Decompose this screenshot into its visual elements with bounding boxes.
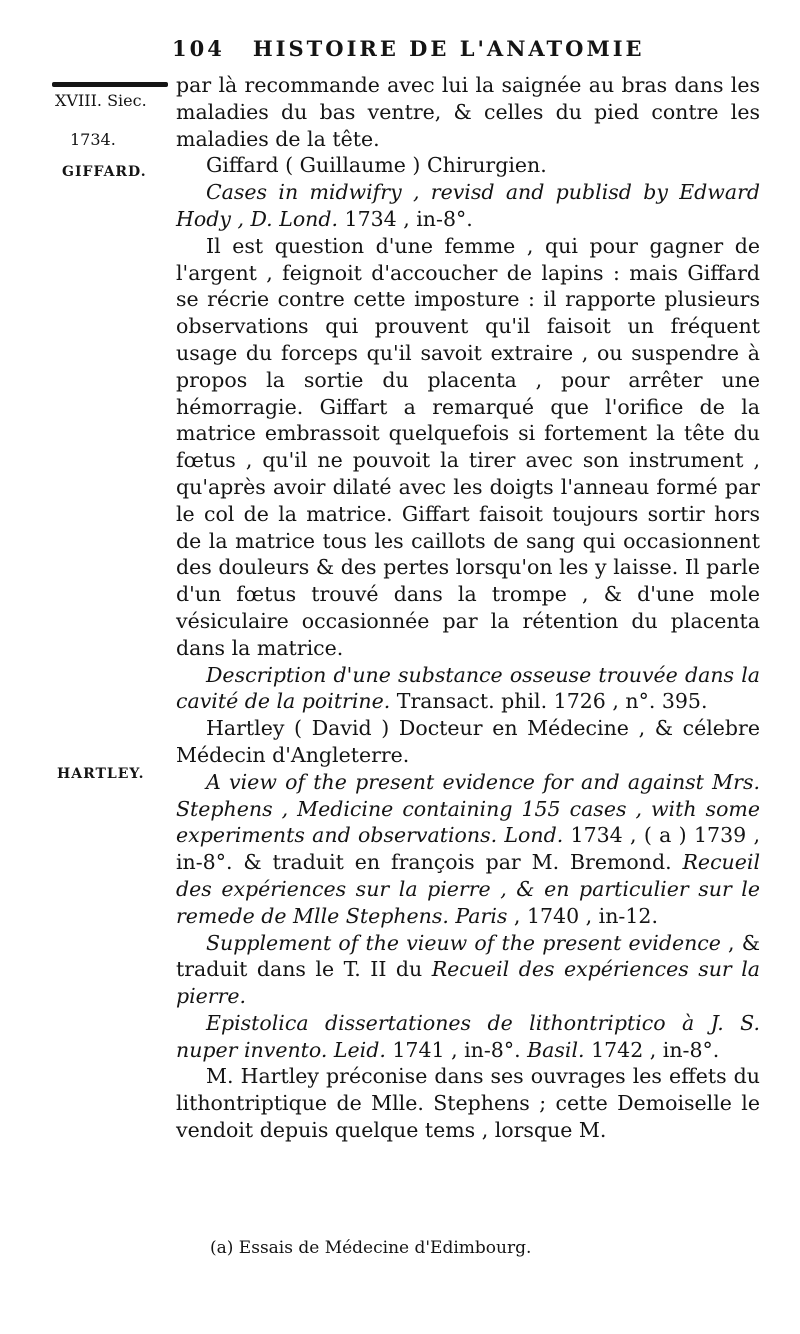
margin-year: 1734. (70, 130, 116, 149)
running-header (172, 36, 772, 61)
citation-title-recueil: Recueil des expériences sur la pierre , & en particulier sur le remede de Mlle Stephens. Paris (176, 850, 760, 928)
entry-hartley: Hartley ( David ) Docteur en Médecine , & célebre Médecin d'Angleterre. (176, 716, 760, 767)
citation-place: Basil. (527, 1037, 585, 1062)
margin-century: XVIII. Siec. (55, 91, 147, 110)
page-number: 104 (172, 36, 225, 61)
margin-name-giffard: GIFFARD. (62, 164, 147, 180)
entry-giffard: Giffard ( Guillaume ) Chirurgien. (206, 153, 547, 178)
citation-title: Epistolica dissertationes de lithontriptico à J. S. nuper invento. Leid. (176, 1010, 760, 1062)
citation-supplement (176, 930, 760, 1010)
paragraph-hartley-summary: M. Hartley préconise dans ses ouvrages les effets du lithontriptique de Mlle. Stephens ; cette Demoiselle le vendoit depuis quelque tems , lorsque M. (176, 1064, 760, 1143)
citation-title: Supplement of the vieuw of the present evidence (206, 930, 721, 955)
citation-title: Cases in midwifry , revisd and publisd by Edward Hody , D. Lond. (176, 180, 760, 231)
citation-epistolica (176, 1010, 760, 1064)
citation-details: 1742 , in-8°. (584, 1037, 720, 1062)
citation-giffard (176, 179, 760, 233)
body-text (176, 72, 760, 1144)
citation-title: A view of the present evidence for and against Mrs. Stephens , Medicine containing 155 cases , with some experiments and observations. Lond. (176, 769, 760, 848)
footnote: (a) Essais de Médecine d'Edimbourg. (210, 1238, 532, 1258)
citation-description (176, 662, 760, 716)
citation-title: Description d'une substance osseuse trouvée dans la cavité de la poitrine. (176, 662, 760, 714)
citation-view (176, 769, 760, 930)
citation-details: Transact. phil. 1726 , n°. 395. (390, 689, 708, 714)
citation-details: , 1740 , in-12. (507, 903, 658, 928)
citation-details: , & traduit dans le T. II du (176, 930, 760, 982)
margin-name-hartley: HARTLEY. (57, 766, 145, 782)
paragraph-giffard-summary: Il est question d'une femme , qui pour gagner de l'argent , feignoit d'accoucher de lapins : mais Giffard se récrie contre cette imposture : il rapporte plusieurs observations qui prouvent qu'il faisoit un fréquent usage du forceps qu'il savoit extraire , ou suspendre à propos la sortie du placenta , pour arrêter une hémorragie. Giffart a remarqué que l'orifice de la matrice embrassoit quelquefois si fortement la tête du fœtus , qu'il ne pouvoit la tirer avec son instrument , qu'après avoir dilaté avec les doigts l'anneau formé par le col de la matrice. Giffart faisoit toujours sortir hors de la matrice tous les caillots de sang qui occasionnent des douleurs & des pertes lorsqu'on les y laisse. Il parle d'un fœtus trouvé dans la trompe , & d'une mole vésiculaire occasionnée par la rétention du placenta dans la matrice. (176, 233, 760, 660)
citation-title-recueil: Recueil des expériences sur la pierre. (176, 957, 760, 1009)
running-title: HISTOIRE DE L'ANATOMIE (252, 36, 645, 61)
margin-rule (52, 82, 168, 87)
citation-details: 1734 , ( a ) 1739 , in-8°. & traduit en françois par M. Bremond. (176, 823, 760, 875)
citation-details: 1734 , in-8°. (338, 206, 473, 231)
citation-details: 1741 , in-8°. (385, 1037, 528, 1062)
paragraph-continuation: par là recommande avec lui la saignée au bras dans les maladies du bas ventre, & celles du pied contre les maladies de la tête. (176, 73, 760, 151)
